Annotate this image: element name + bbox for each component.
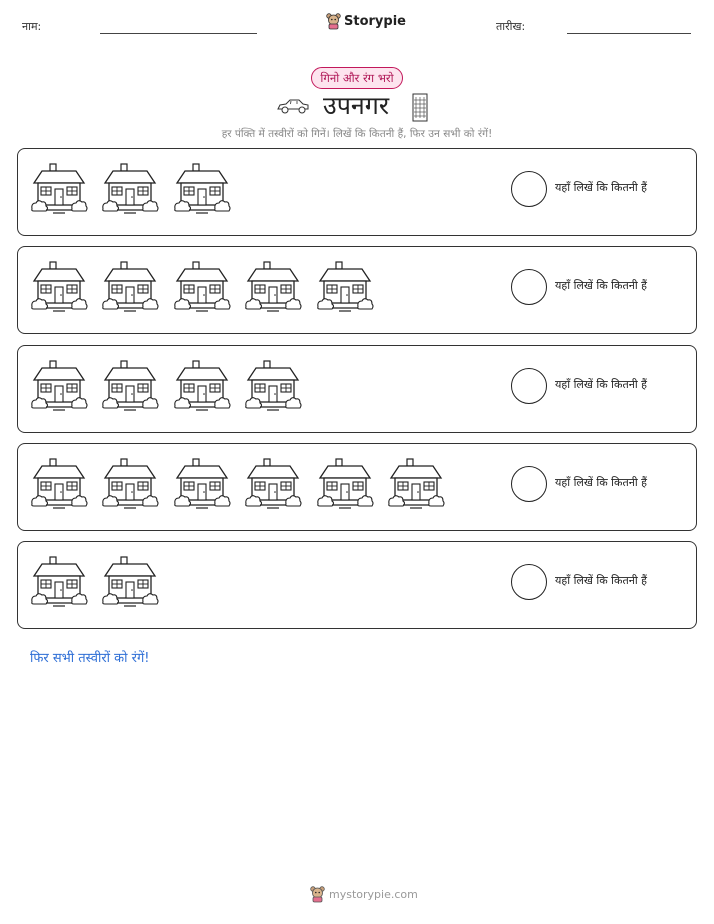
answer-label: यहाँ लिखें कि कितनी हैं	[555, 181, 648, 194]
car-icon	[276, 97, 310, 115]
house-icon	[30, 261, 88, 313]
answer-label: यहाँ लिखें कि कितनी हैं	[555, 476, 648, 489]
house-icon	[244, 458, 302, 510]
house-icon	[173, 261, 231, 313]
answer-circle[interactable]	[511, 269, 547, 305]
house-icon	[316, 458, 374, 510]
answer-circle[interactable]	[511, 368, 547, 404]
counting-row-1	[17, 148, 697, 236]
name-field[interactable]	[100, 33, 257, 34]
counting-row-4	[17, 443, 697, 531]
house-icon	[30, 458, 88, 510]
house-icon	[316, 261, 374, 313]
name-label: नाम:	[22, 20, 42, 33]
bear-mascot-icon	[326, 12, 341, 30]
answer-circle[interactable]	[511, 466, 547, 502]
building-icon	[411, 92, 429, 122]
house-icon	[101, 360, 159, 412]
answer-label: यहाँ लिखें कि कितनी हैं	[555, 574, 648, 587]
footer-url[interactable]: mystorypie.com	[329, 887, 418, 901]
house-icon	[244, 261, 302, 313]
house-icon	[101, 556, 159, 608]
house-icon	[30, 556, 88, 608]
instructions: हर पंक्ति में तस्वीरों को गिनें। लिखें कि कितनी हैं, फिर उन सभी को रंगें!	[221, 128, 493, 140]
answer-label: यहाँ लिखें कि कितनी हैं	[555, 378, 648, 391]
storypie-logo	[326, 12, 406, 30]
house-icon	[101, 163, 159, 215]
bear-mascot-icon	[310, 885, 325, 903]
house-icon	[244, 360, 302, 412]
date-label: तारीख:	[496, 20, 526, 33]
counting-row-3	[17, 345, 697, 433]
house-icon	[173, 360, 231, 412]
house-icon	[173, 458, 231, 510]
page-title: उपनगर	[323, 91, 390, 120]
house-icon	[101, 458, 159, 510]
house-icon	[101, 261, 159, 313]
date-field[interactable]	[567, 33, 691, 34]
counting-row-2	[17, 246, 697, 334]
house-icon	[173, 163, 231, 215]
answer-circle[interactable]	[511, 171, 547, 207]
footer	[310, 885, 418, 903]
counting-row-5	[17, 541, 697, 629]
house-icon	[30, 163, 88, 215]
footer-instruction: फिर सभी तस्वीरों को रंगें!	[30, 651, 150, 666]
answer-label: यहाँ लिखें कि कितनी हैं	[555, 279, 648, 292]
activity-tag: गिनो और रंग भरो	[311, 67, 403, 89]
brand-name: Storypie	[344, 13, 406, 29]
house-icon	[387, 458, 445, 510]
answer-circle[interactable]	[511, 564, 547, 600]
house-icon	[30, 360, 88, 412]
